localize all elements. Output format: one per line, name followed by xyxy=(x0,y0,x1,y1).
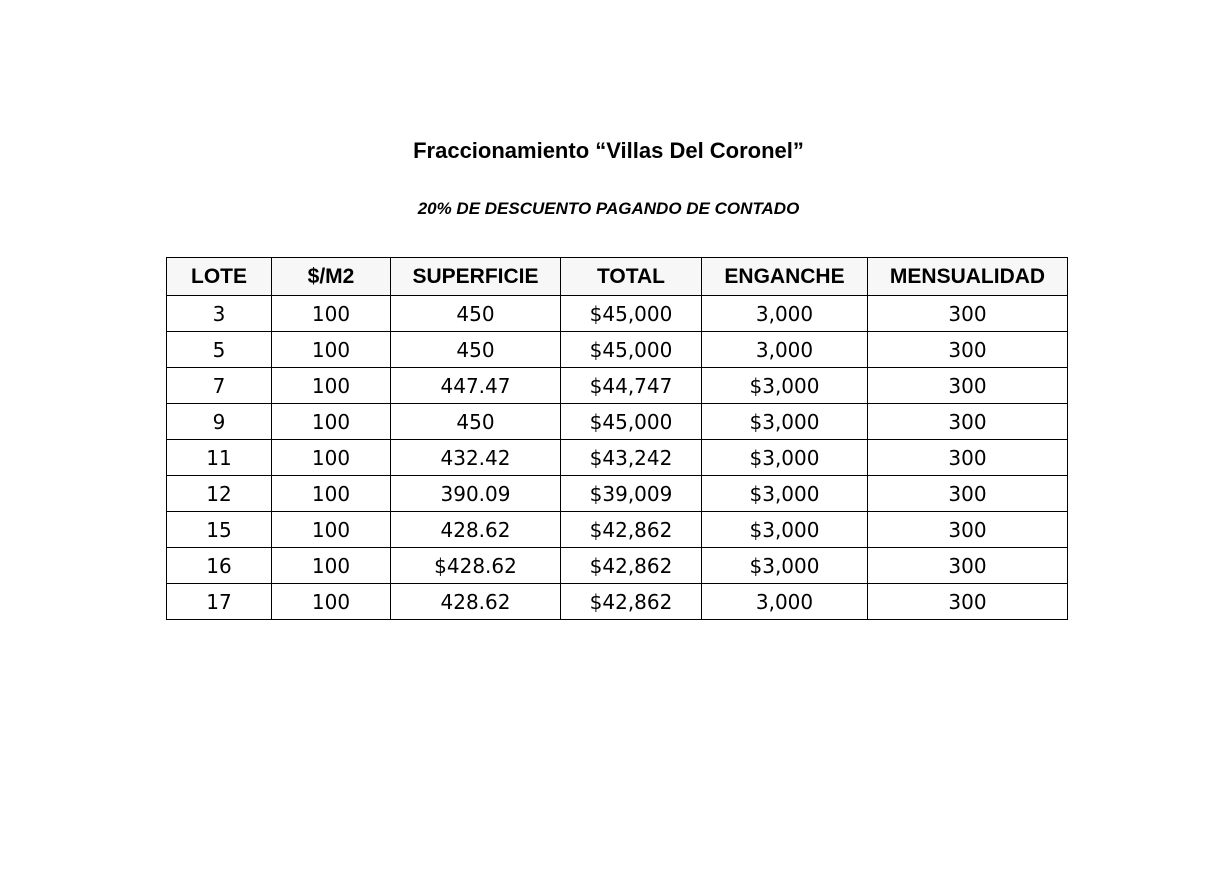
cell-lote: 11 xyxy=(167,440,272,476)
cell-enganche: $3,000 xyxy=(702,548,868,584)
header-lote: LOTE xyxy=(167,258,272,296)
cell-total: $45,000 xyxy=(561,296,702,332)
cell-superficie: 390.09 xyxy=(391,476,561,512)
cell-mensualidad: 300 xyxy=(868,296,1068,332)
cell-mensualidad: 300 xyxy=(868,440,1068,476)
discount-subtitle: 20% DE DESCUENTO PAGANDO DE CONTADO xyxy=(417,199,800,218)
cell-total: $43,242 xyxy=(561,440,702,476)
table-header-row xyxy=(167,258,1068,296)
cell-total: $45,000 xyxy=(561,332,702,368)
cell-mensualidad: 300 xyxy=(868,404,1068,440)
table-row xyxy=(167,584,1068,620)
cell-superficie: 432.42 xyxy=(391,440,561,476)
page-title: Fraccionamiento “Villas Del Coronel” xyxy=(413,138,804,163)
cell-price-per-m2: 100 xyxy=(272,332,391,368)
cell-enganche: 3,000 xyxy=(702,584,868,620)
cell-enganche: $3,000 xyxy=(702,440,868,476)
cell-lote: 15 xyxy=(167,512,272,548)
cell-mensualidad: 300 xyxy=(868,584,1068,620)
cell-superficie: 450 xyxy=(391,332,561,368)
table-row xyxy=(167,476,1068,512)
cell-price-per-m2: 100 xyxy=(272,584,391,620)
table-row xyxy=(167,368,1068,404)
cell-price-per-m2: 100 xyxy=(272,548,391,584)
cell-lote: 17 xyxy=(167,584,272,620)
cell-lote: 5 xyxy=(167,332,272,368)
cell-superficie: 450 xyxy=(391,404,561,440)
cell-mensualidad: 300 xyxy=(868,332,1068,368)
cell-lote: 9 xyxy=(167,404,272,440)
cell-enganche: 3,000 xyxy=(702,296,868,332)
cell-enganche: $3,000 xyxy=(702,368,868,404)
cell-mensualidad: 300 xyxy=(868,512,1068,548)
table-row xyxy=(167,440,1068,476)
cell-lote: 16 xyxy=(167,548,272,584)
cell-mensualidad: 300 xyxy=(868,548,1068,584)
cell-lote: 7 xyxy=(167,368,272,404)
cell-enganche: $3,000 xyxy=(702,512,868,548)
table-row xyxy=(167,548,1068,584)
cell-total: $44,747 xyxy=(561,368,702,404)
cell-enganche: $3,000 xyxy=(702,404,868,440)
cell-price-per-m2: 100 xyxy=(272,296,391,332)
cell-total: $45,000 xyxy=(561,404,702,440)
cell-total: $42,862 xyxy=(561,512,702,548)
header-superficie: SUPERFICIE xyxy=(391,258,561,296)
table-row xyxy=(167,332,1068,368)
header-enganche: ENGANCHE xyxy=(702,258,868,296)
cell-total: $42,862 xyxy=(561,584,702,620)
table-row xyxy=(167,404,1068,440)
cell-superficie: 428.62 xyxy=(391,584,561,620)
cell-price-per-m2: 100 xyxy=(272,440,391,476)
cell-mensualidad: 300 xyxy=(868,476,1068,512)
cell-price-per-m2: 100 xyxy=(272,512,391,548)
cell-price-per-m2: 100 xyxy=(272,476,391,512)
table-row xyxy=(167,296,1068,332)
cell-enganche: $3,000 xyxy=(702,476,868,512)
header-price-per-m2: $/M2 xyxy=(272,258,391,296)
header-total: TOTAL xyxy=(561,258,702,296)
cell-superficie: 447.47 xyxy=(391,368,561,404)
cell-price-per-m2: 100 xyxy=(272,368,391,404)
cell-total: $39,009 xyxy=(561,476,702,512)
cell-superficie: $428.62 xyxy=(391,548,561,584)
cell-lote: 12 xyxy=(167,476,272,512)
cell-enganche: 3,000 xyxy=(702,332,868,368)
lots-table xyxy=(166,257,1068,620)
table-row xyxy=(167,512,1068,548)
header-mensualidad: MENSUALIDAD xyxy=(868,258,1068,296)
cell-mensualidad: 300 xyxy=(868,368,1068,404)
cell-total: $42,862 xyxy=(561,548,702,584)
cell-price-per-m2: 100 xyxy=(272,404,391,440)
cell-superficie: 450 xyxy=(391,296,561,332)
cell-lote: 3 xyxy=(167,296,272,332)
cell-superficie: 428.62 xyxy=(391,512,561,548)
